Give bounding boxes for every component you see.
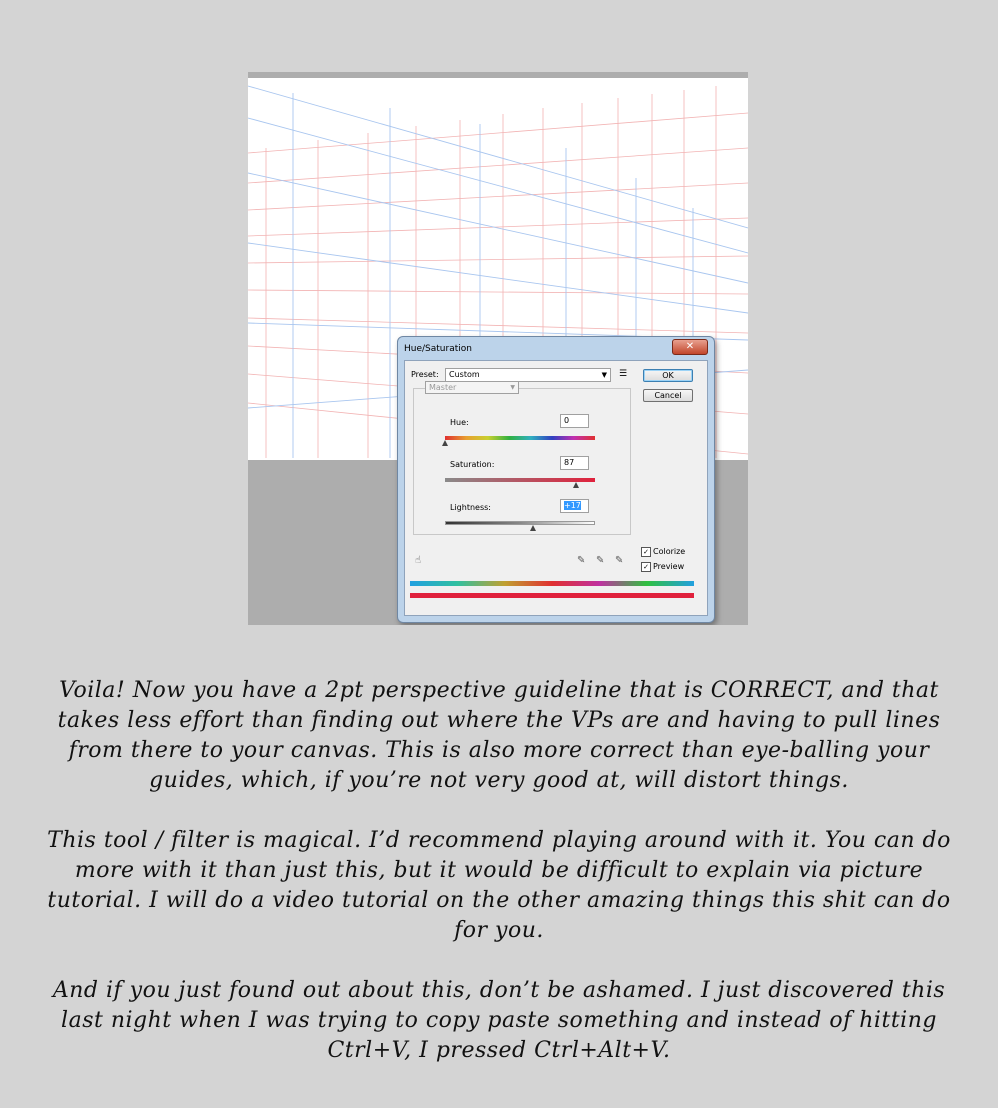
colorize-checkbox[interactable]: ✓ (641, 547, 651, 557)
dialog-title: Hue/Saturation (404, 344, 472, 354)
preset-value: Custom (449, 370, 480, 379)
caption-paragraph-1: Voila! Now you have a 2pt perspective guideline that is CORRECT, and that takes less effort than finding out where the VPs are and having to pull lines from there to your canvas. This is also more correct than eye-balling your guides, which, if you’re not very good at, will distort things. (57, 678, 941, 793)
lightness-input[interactable] (560, 499, 589, 513)
eyedropper-minus-icon[interactable]: ✎ (615, 555, 624, 566)
eyedropper-icon[interactable]: ✎ (577, 555, 586, 566)
saturation-label: Saturation: (450, 460, 495, 469)
hue-slider-track[interactable] (445, 436, 595, 440)
caption-paragraph-2: This tool / filter is magical. I’d recommend playing around with it. You can do more with it than just this, but it would be difficult to explain via picture tutorial. I will do a video tutorial on the other amazing things this shit can do for you. (47, 828, 951, 943)
hand-adjust-icon[interactable]: ☝ (415, 555, 422, 566)
lightness-slider-thumb[interactable] (530, 525, 536, 531)
hue-saturation-dialog (397, 336, 715, 623)
channel-select[interactable] (425, 381, 519, 394)
lightness-value: +17 (564, 501, 581, 510)
hue-input[interactable]: 0 (560, 414, 589, 428)
preset-label: Preset: (411, 370, 439, 379)
screenshot-image (248, 72, 748, 625)
hue-slider-thumb[interactable] (442, 440, 448, 446)
preview-label: Preview (653, 562, 685, 571)
preset-options-icon[interactable]: ☰ (619, 369, 628, 379)
input-color-bar (410, 581, 694, 586)
channel-value: Master (429, 383, 457, 392)
saturation-slider-thumb[interactable] (573, 482, 579, 488)
hue-label: Hue: (450, 418, 469, 427)
preset-select[interactable] (445, 368, 611, 382)
saturation-input[interactable]: 87 (560, 456, 589, 470)
chevron-down-icon: ▼ (510, 384, 515, 391)
caption-text (30, 676, 968, 1096)
colorize-label: Colorize (653, 547, 686, 556)
output-color-bar (410, 593, 694, 598)
lightness-label: Lightness: (450, 503, 491, 512)
close-icon[interactable]: ✕ (672, 339, 708, 355)
caption-paragraph-3: And if you just found out about this, don’t be ashamed. I just discovered this last night when I was trying to copy paste something and instead of hitting Ctrl+V, I pressed Ctrl+Alt+V. (52, 978, 946, 1063)
preview-checkbox[interactable]: ✓ (641, 562, 651, 572)
lightness-slider-track[interactable] (445, 521, 595, 525)
dialog-body (404, 360, 708, 616)
adjustment-group (413, 388, 631, 535)
cancel-button[interactable]: Cancel (643, 389, 693, 402)
chevron-down-icon: ▼ (601, 371, 607, 379)
ok-button[interactable]: OK (643, 369, 693, 382)
eyedropper-plus-icon[interactable]: ✎ (596, 555, 605, 566)
